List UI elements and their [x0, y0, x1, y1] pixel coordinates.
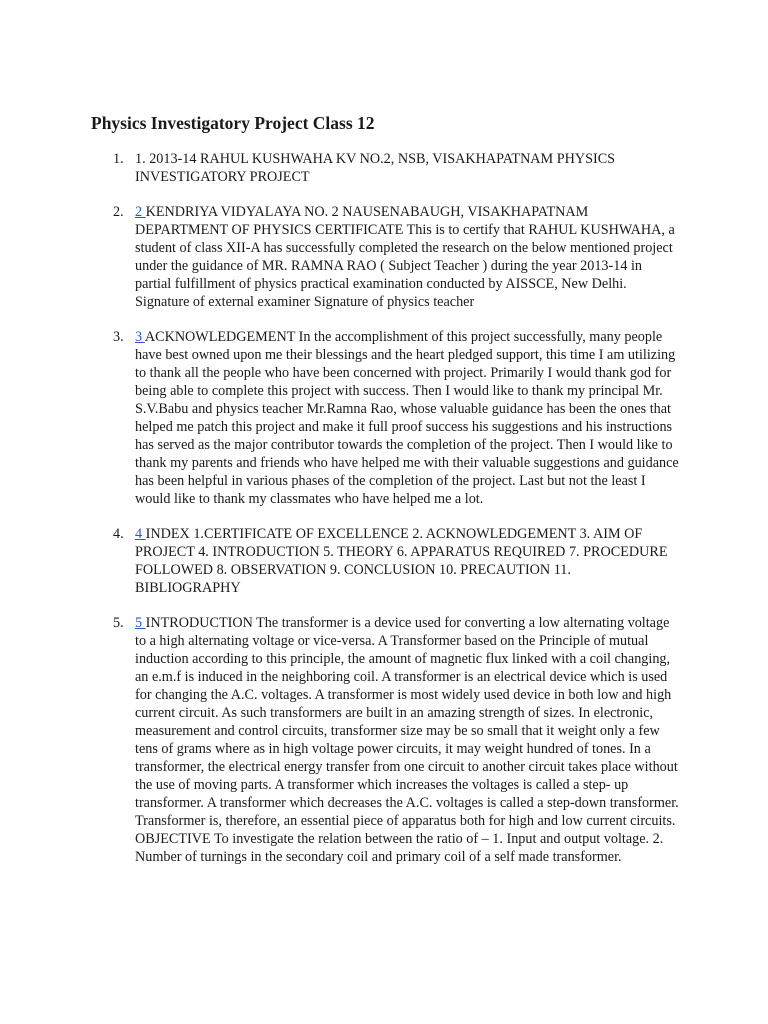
item-number: 5. — [113, 615, 124, 631]
list-item — [0, 328, 768, 508]
item-list — [0, 150, 768, 883]
list-item — [0, 614, 768, 866]
document-title: Physics Investigatory Project Class 12 — [91, 113, 375, 133]
list-item — [0, 203, 768, 311]
item-number: 2. — [113, 204, 124, 220]
item-number: 4. — [113, 526, 124, 542]
item-text: INDEX 1.CERTIFICATE OF EXCELLENCE 2. ACKNOWLEDGEMENT 3. AIM OF PROJECT 4. INTRODUCTION 5. THEORY 6. APPARATUS REQUIRED 7. PROCEDURE FOLLOWED 8. OBSERVATION 9. CONCLUSION 10. PRECAUTION 11. BIBLIOGRAPHY — [135, 526, 668, 596]
item-text: KENDRIYA VIDYALAYA NO. 2 NAUSENABAUGH, VISAKHAPATNAM DEPARTMENT OF PHYSICS CERTIFICATE This is to certify that RAHUL KUSHWAHA, a student of class XII-A has successfully completed the research on the below mentioned project under the guidance of MR. RAMNA RAO ( Subject Teacher ) during the year 2013-14 in partial fulfillment of physics practical examination conducted by AISSCE, New Delhi. Signature of external examiner Signature of physics teacher — [135, 204, 675, 310]
item-text: INTRODUCTION The transformer is a device used for converting a low alternating voltage to a high alternating voltage or vice-versa. A Transformer based on the Principle of mutual induction according to this principle, the amount of magnetic flux linked with a coil changing, an e.m.f is induced in the neighboring coil. A transformer is an electrical device which is used for changing the A.C. voltages. A transformer is most widely used device in both low and high current circuit. As such transformers are built in an amazing strength of sizes. In electronic, measurement and control circuits, transformer size may be so small that it weight only a few tens of grams where as in high voltage power circuits, it may weight hundred of tones. In a transformer, the electrical energy transfer from one circuit to another circuit takes place without the use of moving parts. A transformer which increases the voltages is called a step- up transformer. A transformer which decreases the A.C. voltages is called a step-down transformer. Transformer is, therefore, an essential piece of apparatus both for high and low current circuits. OBJECTIVE To investigate the relation between the ratio of – 1. Input and output voltage. 2. Number of turnings in the secondary coil and primary coil of a self made transformer. — [135, 615, 679, 865]
page-link-2[interactable]: 2 — [135, 204, 146, 220]
list-item — [0, 525, 768, 597]
item-text: ACKNOWLEDGEMENT In the accomplishment of this project successfully, many people have best owned upon me their blessings and the heart pledged support, this time I am utilizing to thank all the people who have been concerned with project. Primarily I would thank god for being able to complete this project with success. Then I would like to thank my principal Mr. S.V.Babu and physics teacher Mr.Ramna Rao, whose valuable guidance has been the ones that helped me patch this project and make it full proof success his suggestions and his instructions has served as the major contributor towards the completion of the project. Then I would like to thank my parents and friends who have helped me with their valuable suggestions and guidance has been helpful in various phases of the completion of the project. Last but not the least I would like to thank my classmates who have helped me a lot. — [135, 329, 679, 507]
list-item — [0, 150, 768, 186]
page-link-4[interactable]: 4 — [135, 526, 146, 542]
page-link-5[interactable]: 5 — [135, 615, 146, 631]
item-text: 1. 2013-14 RAHUL KUSHWAHA KV NO.2, NSB, VISAKHAPATNAM PHYSICS INVESTIGATORY PROJECT — [135, 151, 616, 185]
page-link-3[interactable]: 3 — [135, 329, 145, 345]
item-number: 1. — [113, 151, 124, 167]
item-number: 3. — [113, 329, 124, 345]
